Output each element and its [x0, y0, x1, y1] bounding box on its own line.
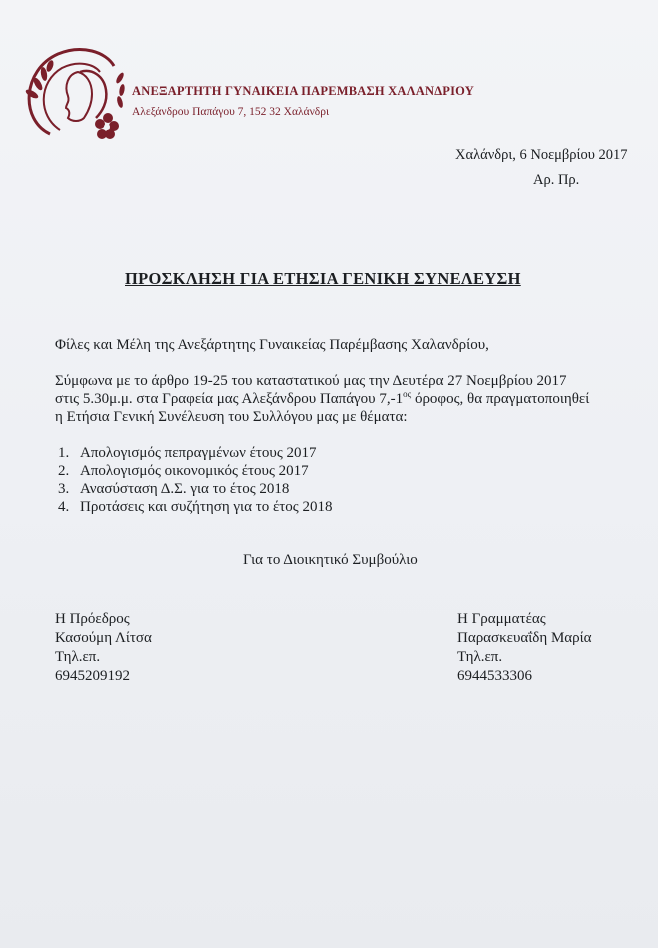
president-signature-block	[55, 610, 152, 686]
floor-superscript: ος	[403, 389, 412, 399]
secretary-role: Η Γραμματέας	[457, 611, 546, 627]
secretary-phone: 6944533306	[457, 668, 532, 684]
secretary-signature-block	[457, 610, 592, 686]
agenda-number: 2.	[58, 463, 70, 479]
organization-name: ΑΝΕΞΑΡΤΗΤΗ ΓΥΝΑΙΚΕΙΑ ΠΑΡΕΜΒΑΣΗ ΧΑΛΑΝΔΡΙΟΥ	[132, 84, 474, 98]
body-line-3: η Ετήσια Γενική Συνέλευση του Συλλόγου μας με θέματα:	[55, 409, 408, 425]
agenda-list	[58, 444, 333, 516]
agenda-text: Ανασύσταση Δ.Σ. για το έτος 2018	[80, 481, 290, 497]
letter-date: Χαλάνδρι, 6 Νοεμβρίου 2017	[455, 147, 628, 163]
agenda-number: 1.	[58, 445, 70, 461]
invitation-body	[55, 372, 615, 426]
president-role: Η Πρόεδρος	[55, 611, 130, 627]
board-signoff: Για το Διοικητικό Συμβούλιο	[243, 552, 418, 568]
agenda-text: Απολογισμός πεπραγμένων έτους 2017	[80, 445, 317, 461]
body-line-2-end: όροφος, θα πραγματοποιηθεί	[411, 391, 590, 407]
agenda-item	[58, 498, 333, 516]
agenda-number: 3.	[58, 481, 70, 497]
organization-logo-icon	[20, 42, 128, 142]
body-line-1: Σύμφωνα με το άρθρο 19-25 του καταστατικού μας την Δευτέρα 27 Νοεμβρίου 2017	[55, 373, 567, 389]
agenda-number: 4.	[58, 499, 70, 515]
president-phone-label: Τηλ.επ.	[55, 649, 101, 665]
agenda-item	[58, 444, 333, 462]
body-line-2	[55, 390, 615, 408]
agenda-text: Προτάσεις και συζήτηση για το έτος 2018	[80, 499, 333, 515]
president-phone: 6945209192	[55, 668, 130, 684]
greeting: Φίλες και Μέλη της Ανεξάρτητης Γυναικείας Παρέμβασης Χαλανδρίου,	[55, 337, 489, 353]
agenda-item	[58, 480, 333, 498]
secretary-phone-label: Τηλ.επ.	[457, 649, 503, 665]
agenda-text: Απολογισμός οικονομικός έτους 2017	[80, 463, 309, 479]
body-line-2-start: στις 5.30μ.μ. στα Γραφεία μας Αλεξάνδρου Παπάγου 7,-1	[55, 391, 404, 407]
organization-address: Αλεξάνδρου Παπάγου 7, 152 32 Χαλάνδρι	[132, 106, 330, 118]
agenda-item	[58, 462, 333, 480]
document-title: ΠΡΟΣΚΛΗΣΗ ΓΙΑ ΕΤΗΣΙΑ ΓΕΝΙΚΗ ΣΥΝΕΛΕΥΣΗ	[125, 269, 521, 288]
protocol-number: Αρ. Πρ.	[533, 172, 580, 188]
president-name: Κασούμη Λίτσα	[55, 630, 152, 646]
secretary-name: Παρασκευαΐδη Μαρία	[457, 630, 592, 646]
